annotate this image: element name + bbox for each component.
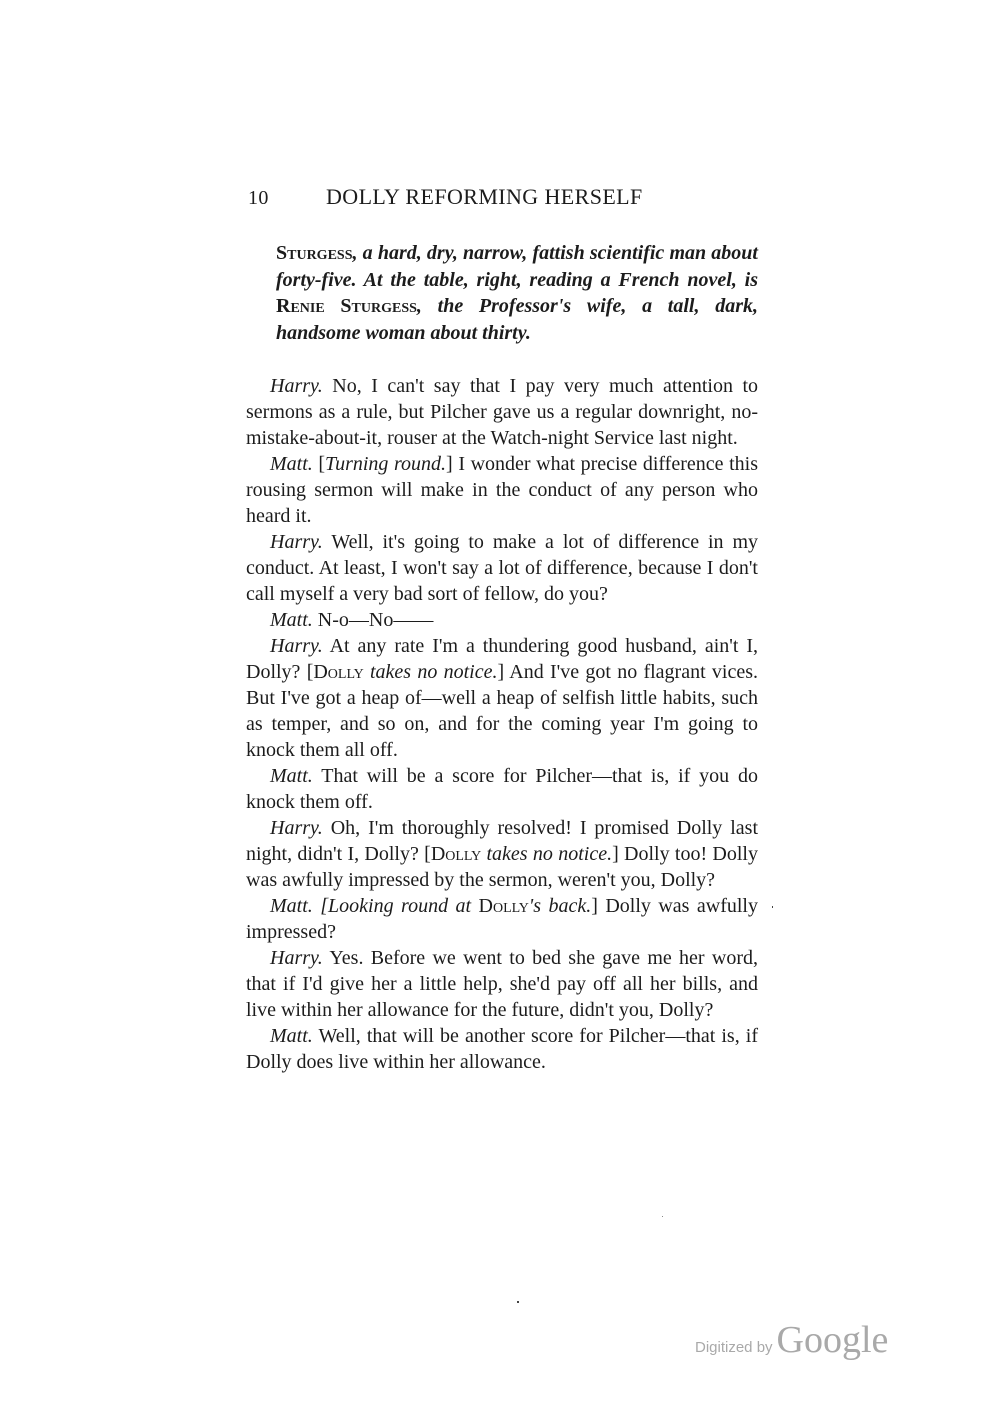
speech-text: At any rate I'm a thundering good husband, ain't I, Dolly? [ [246,635,758,683]
scan-speck [772,906,773,908]
stage-direction-text: , a hard, dry, narrow, fattish scientific man about forty-five. At the table, right, reading a French novel, is [276,242,758,291]
inline-stage-direction: takes no notice. [363,661,498,683]
speech-text: Well, it's going to make a lot of difference in my conduct. At least, I won't say a lot of difference, because I don't call myself a very bad sort of fellow, do you? [246,531,758,605]
speech-harry-4 [246,815,758,893]
speech-harry-3 [246,633,758,763]
speech-text: ] Dolly was awfully impressed? [246,895,758,943]
character-name: Dolly [478,895,529,917]
speech-matt-5 [246,1023,758,1075]
speech-text: ] Dolly too! Dolly was awfully impressed by the sermon, weren't you, Dolly? [246,843,758,891]
speaker-name: Harry. [270,531,323,553]
scan-speck [517,1301,519,1303]
speech-text: Oh, I'm thoroughly resolved! I promised Dolly last night, didn't I, Dolly? [ [246,817,758,865]
dialogue-block [246,373,758,1075]
stage-direction-text: , the Professor's wife, a tall, dark, handsome woman about thirty. [276,295,758,344]
inline-stage-direction: [Looking round at [312,895,479,917]
speaker-name: Matt. [270,1025,313,1047]
speech-text: Yes. Before we went to bed she gave me her word, that if I'd give her a little help, she'd pay off all her bills, and live within her allowance for the future, didn't you, Dolly? [246,947,758,1021]
inline-stage-direction: 's back. [528,895,592,917]
digitized-by-google-watermark [695,1318,888,1362]
character-name: Sturgess [276,242,353,264]
speaker-name: Matt. [270,609,313,631]
speech-harry-5 [246,945,758,1023]
running-title: DOLLY REFORMING HERSELF [326,184,643,209]
speech-text: ] And I've got no flagrant vices. But I've got a heap of—well a heap of selfish little habits, such as temper, and so on, and for the coming year I'm going to knock them all off. [246,661,758,761]
inline-stage-direction: takes no notice. [481,843,613,865]
watermark-prefix: Digitized by [695,1339,773,1356]
speaker-name: Harry. [270,635,323,657]
speaker-name: Harry. [270,375,323,397]
speaker-name: Matt. [270,895,313,917]
scan-speck [662,1216,663,1217]
character-name: Dolly [430,843,482,865]
speech-matt-3 [246,763,758,815]
speaker-name: Matt. [270,765,313,787]
speech-harry-1 [246,373,758,451]
speech-matt-2 [246,607,758,633]
page-number: 10 [248,187,269,209]
speaker-name: Matt. [270,453,313,475]
bracket: [ [312,453,326,475]
stage-direction [276,240,758,346]
character-name: Renie Sturgess [276,295,417,317]
speech-text: I wonder what precise difference this rousing sermon will make in the conduct of any person who heard it. [246,453,758,527]
speaker-name: Harry. [270,947,323,969]
speech-text: N-o—No—— [312,609,434,631]
page-header [248,184,768,210]
inline-stage-direction: Turning round. [325,453,447,475]
google-logo-text: Google [776,1319,889,1361]
bracket: ] [446,453,459,475]
speech-matt-4 [246,893,758,945]
speech-text: That will be a score for Pilcher—that is, if you do knock them off. [246,765,758,813]
speech-harry-2 [246,529,758,607]
character-name: Dolly [313,661,364,683]
speech-text: Well, that will be another score for Pilcher—that is, if Dolly does live within her allowance. [246,1025,758,1073]
speech-text: No, I can't say that I pay very much attention to sermons as a rule, but Pilcher gave us a regular downright, no-mistake-about-it, rouser at the Watch-night Service last night. [246,375,758,449]
speaker-name: Harry. [270,817,323,839]
speech-matt-1 [246,451,758,529]
